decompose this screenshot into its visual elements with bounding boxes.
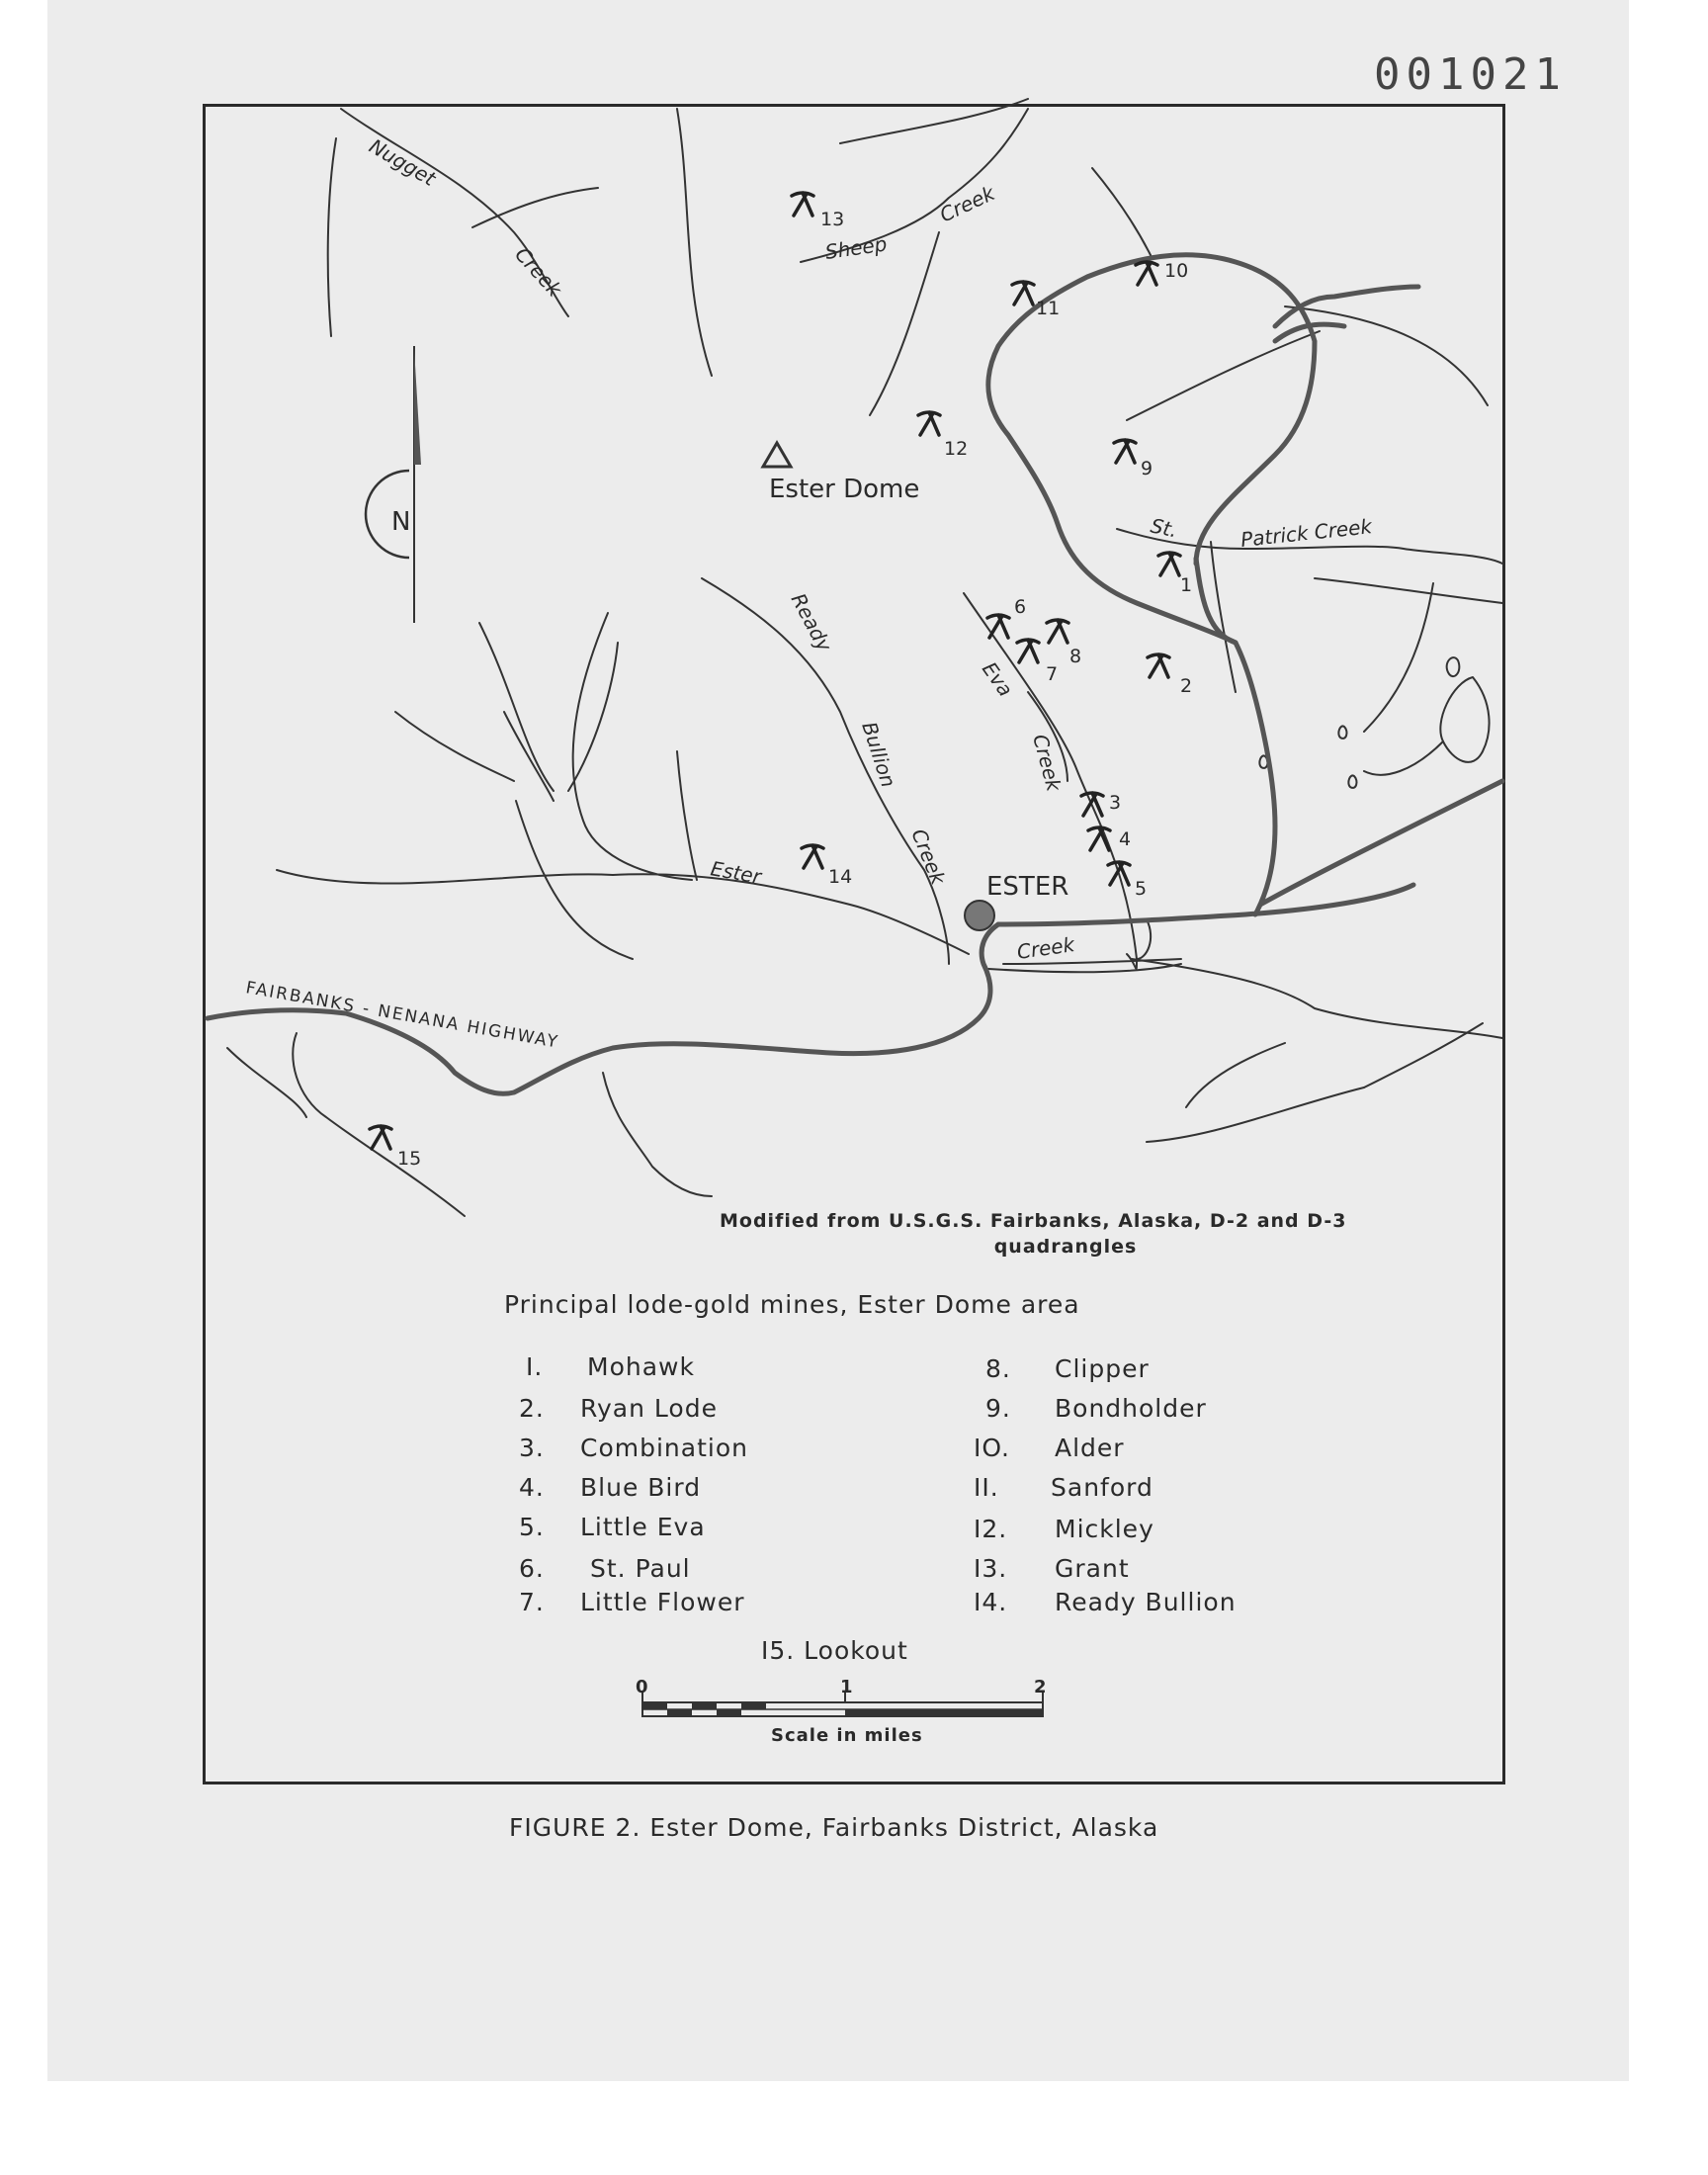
mine-marker-5 xyxy=(1108,862,1147,900)
mine-number-7: 7 xyxy=(1046,663,1059,685)
mine-number-14: 14 xyxy=(828,866,853,888)
figure-caption: FIGURE 2. Ester Dome, Fairbanks District, Alaska xyxy=(509,1813,1159,1842)
north-arrow xyxy=(366,346,421,623)
legend-item: 3. Combination xyxy=(519,1434,748,1462)
north-label: N xyxy=(391,507,411,537)
mine-number-1: 1 xyxy=(1180,574,1193,596)
mine-marker-14 xyxy=(802,845,852,888)
mine-number-15: 15 xyxy=(397,1148,422,1170)
scale-bar xyxy=(636,1677,1048,1746)
source-note-line-2: quadrangles xyxy=(993,1236,1138,1258)
mine-marker-1 xyxy=(1158,553,1192,596)
mine-number-3: 3 xyxy=(1109,792,1122,814)
scale-tick-0: 0 xyxy=(636,1677,649,1697)
mine-number-5: 5 xyxy=(1135,878,1148,900)
mine-number-11: 11 xyxy=(1036,298,1061,319)
scale-tick-1: 1 xyxy=(840,1677,854,1697)
mine-number-13: 13 xyxy=(820,209,845,230)
label-patrick-creek: Patrick Creek xyxy=(1239,514,1374,552)
mine-number-9: 9 xyxy=(1141,458,1153,479)
legend-item: 6. St. Paul xyxy=(519,1554,691,1583)
label-ready: Ready xyxy=(786,589,837,655)
mine-number-2: 2 xyxy=(1180,675,1193,697)
label-ester-creek-east: Creek xyxy=(1015,932,1076,964)
ester-dome-summit-icon xyxy=(763,443,791,467)
source-note xyxy=(720,1208,1411,1260)
mine-number-12: 12 xyxy=(944,438,969,460)
legend-item: I. Mohawk xyxy=(526,1352,695,1381)
mine-marker-10 xyxy=(1136,260,1188,285)
mine-marker-8 xyxy=(1047,620,1081,667)
label-highway: FAIRBANKS - NENANA HIGHWAY xyxy=(244,978,561,1053)
legend-item: I2. Mickley xyxy=(974,1515,1154,1543)
streams xyxy=(227,99,1502,1216)
legend-item: 4. Blue Bird xyxy=(519,1473,702,1502)
mine-marker-12 xyxy=(918,412,968,460)
legend-heading: Principal lode-gold mines, Ester Dome area xyxy=(504,1290,1080,1319)
label-bullion-creek: Creek xyxy=(906,825,951,889)
mine-marker-15 xyxy=(370,1126,421,1170)
mine-marker-9 xyxy=(1114,440,1153,479)
legend-item: I4. Ready Bullion xyxy=(974,1588,1237,1616)
legend-item: II. Sanford xyxy=(974,1473,1153,1502)
label-ester-creek-west: Ester xyxy=(709,856,763,889)
label-ester-dome: Ester Dome xyxy=(769,475,920,504)
label-eva: Eva xyxy=(977,657,1018,701)
legend-item: 5. Little Eva xyxy=(519,1513,706,1541)
document-number: 001021 xyxy=(1374,49,1567,100)
label-eva-creek: Creek xyxy=(1028,732,1067,794)
label-sheep-creek: Creek xyxy=(935,181,999,227)
roads xyxy=(208,255,1502,1094)
label-bullion: Bullion xyxy=(857,719,901,791)
legend-item: 2. Ryan Lode xyxy=(519,1394,718,1423)
legend-item: 8. Clipper xyxy=(985,1354,1150,1383)
mine-marker-6 xyxy=(987,596,1026,638)
source-note-line-1: Modified from U.S.G.S. Fairbanks, Alaska, D-2 and D-3 xyxy=(720,1210,1347,1232)
label-ester-town: ESTER xyxy=(986,872,1069,902)
scale-tick-2: 2 xyxy=(1034,1677,1048,1697)
mine-number-10: 10 xyxy=(1164,260,1189,282)
legend-item-lookout: I5. Lookout xyxy=(761,1636,908,1665)
label-sheep: Sheep xyxy=(823,231,889,264)
ester-town-dot xyxy=(965,901,994,930)
label-st: St. xyxy=(1148,513,1180,543)
legend-item: 7. Little Flower xyxy=(519,1588,745,1616)
scale-label: Scale in miles xyxy=(771,1725,923,1746)
legend-item: I3. Grant xyxy=(974,1554,1130,1583)
mine-number-8: 8 xyxy=(1069,646,1082,667)
label-nugget: Nugget xyxy=(365,133,440,191)
mine-marker-11 xyxy=(1012,282,1060,319)
legend-item: 9. Bondholder xyxy=(985,1394,1207,1423)
mine-marker-13 xyxy=(792,193,844,230)
mine-marker-2 xyxy=(1148,654,1192,697)
label-nugget-creek: Creek xyxy=(510,242,567,302)
mine-number-6: 6 xyxy=(1014,596,1027,618)
legend-item: IO. Alder xyxy=(974,1434,1125,1462)
mine-number-4: 4 xyxy=(1119,828,1132,850)
